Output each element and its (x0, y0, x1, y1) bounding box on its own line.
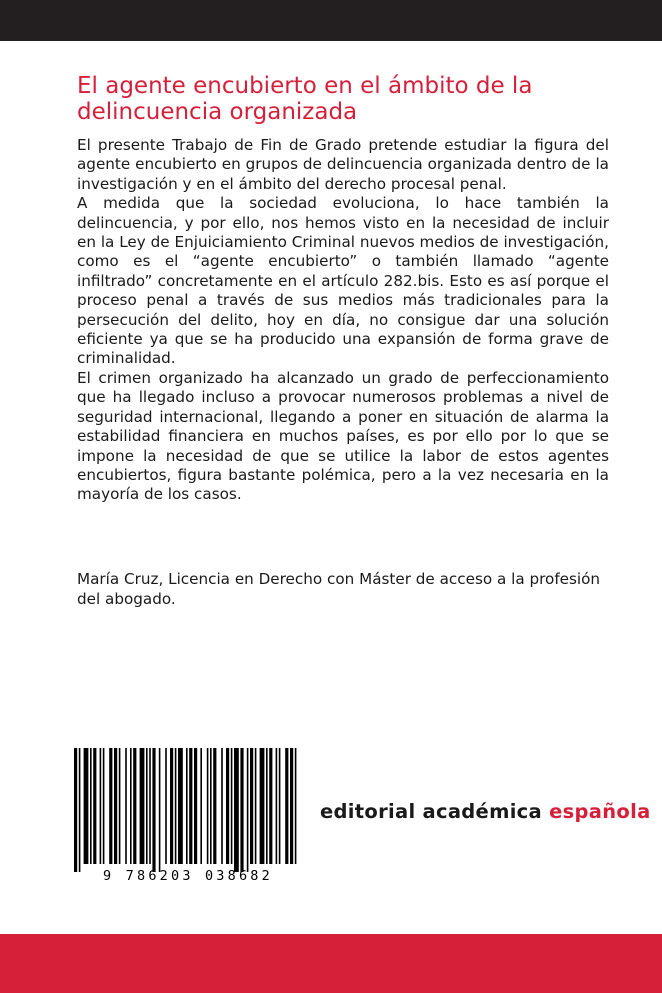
bottom-band (0, 934, 662, 993)
barcode-bars (74, 748, 296, 872)
barcode-bar (90, 748, 92, 864)
barcode-bar (290, 748, 293, 864)
barcode-bar (250, 748, 253, 864)
barcode-bar (269, 748, 272, 864)
barcode-bar (100, 748, 102, 864)
barcode-bar (119, 748, 121, 864)
barcode-bar (152, 748, 155, 872)
barcode-bar (114, 748, 117, 864)
barcode-bar (234, 748, 239, 872)
barcode-bar (140, 748, 145, 864)
barcode-bar (207, 748, 209, 864)
barcode-bar (276, 748, 278, 864)
barcode-bar (194, 748, 197, 864)
barcode-bar (84, 748, 89, 864)
publisher-logo (320, 800, 651, 823)
isbn-digits: 9 786203 038682 (103, 868, 273, 884)
barcode-bar (109, 748, 112, 864)
publisher-name-accent: española (549, 800, 651, 823)
barcode-bar (178, 748, 183, 864)
isbn-barcode (72, 748, 304, 886)
barcode-bar (79, 748, 81, 872)
barcode-bar (170, 748, 173, 864)
abstract-paragraph: A medida que la sociedad evoluciona, lo hace también la delincuencia, y por ello, nos hemos visto en la necesidad de incluir en la Ley de Enjuiciamiento Criminal nuevos medios de investigación, como es el “agente encubierto” o también llamado “agente infiltrado” concretamente en el artículo 282.bis. Esto es así porque el proceso penal a través de sus medios más tradicionales para la persecución del delito, hoy en día, no consigue dar una solución eficiente ya que se ha producido una expansión de forma grave de criminalidad. (77, 194, 609, 368)
barcode-bar (255, 748, 257, 864)
barcode-bar (260, 748, 265, 864)
barcode-bar (279, 748, 281, 864)
barcode-bar (240, 748, 243, 872)
barcode-bar (186, 748, 188, 864)
barcode-bar (221, 748, 223, 864)
book-title: El agente encubierto en el ámbito de la delincuencia organizada (77, 73, 533, 125)
barcode-bar (130, 748, 132, 864)
barcode-bar (74, 748, 77, 872)
barcode-bar (165, 748, 167, 864)
barcode-bar (146, 748, 148, 864)
barcode-bar (189, 748, 192, 864)
barcode-bar (266, 748, 268, 864)
barcode-bar (125, 748, 127, 864)
barcode-bar (285, 748, 288, 864)
barcode-bar (213, 748, 216, 864)
barcode-bar (133, 748, 136, 864)
barcode-bar (226, 748, 229, 864)
barcode-bar (247, 748, 249, 872)
barcode-bar (295, 748, 297, 864)
barcode-bar (103, 748, 105, 864)
barcode-bar (93, 748, 96, 864)
abstract-paragraph: El presente Trabajo de Fin de Grado pretende estudiar la figura del agente encubierto en grupos de delincuencia organizada dentro de la investigación y en el ámbito del derecho procesal penal. (77, 136, 609, 193)
abstract (77, 136, 609, 505)
barcode-bar (175, 748, 177, 864)
barcode-bar (210, 748, 212, 864)
barcode-bar (149, 748, 151, 864)
barcode-bar (159, 748, 161, 872)
barcode-bar (231, 748, 233, 864)
barcode-bar (200, 748, 202, 864)
publisher-name: editorial académica (320, 800, 542, 823)
author-bio: María Cruz, Licencia en Derecho con Máster de acceso a la profesión del abogado. (77, 570, 601, 608)
top-band (0, 0, 662, 41)
abstract-paragraph: El crimen organizado ha alcanzado un grado de perfeccionamiento que ha llegado incluso a provocar numerosos problemas a nivel de seguridad internacional, llegando a poner en situación de alarma la estabilidad financiera en muchos países, es por ello por lo que se impone la necesidad de que se utilice la labor de estos agentes encubiertos, figura bastante polémica, pero a la vez necesaria en la mayoría de los casos. (77, 368, 609, 504)
